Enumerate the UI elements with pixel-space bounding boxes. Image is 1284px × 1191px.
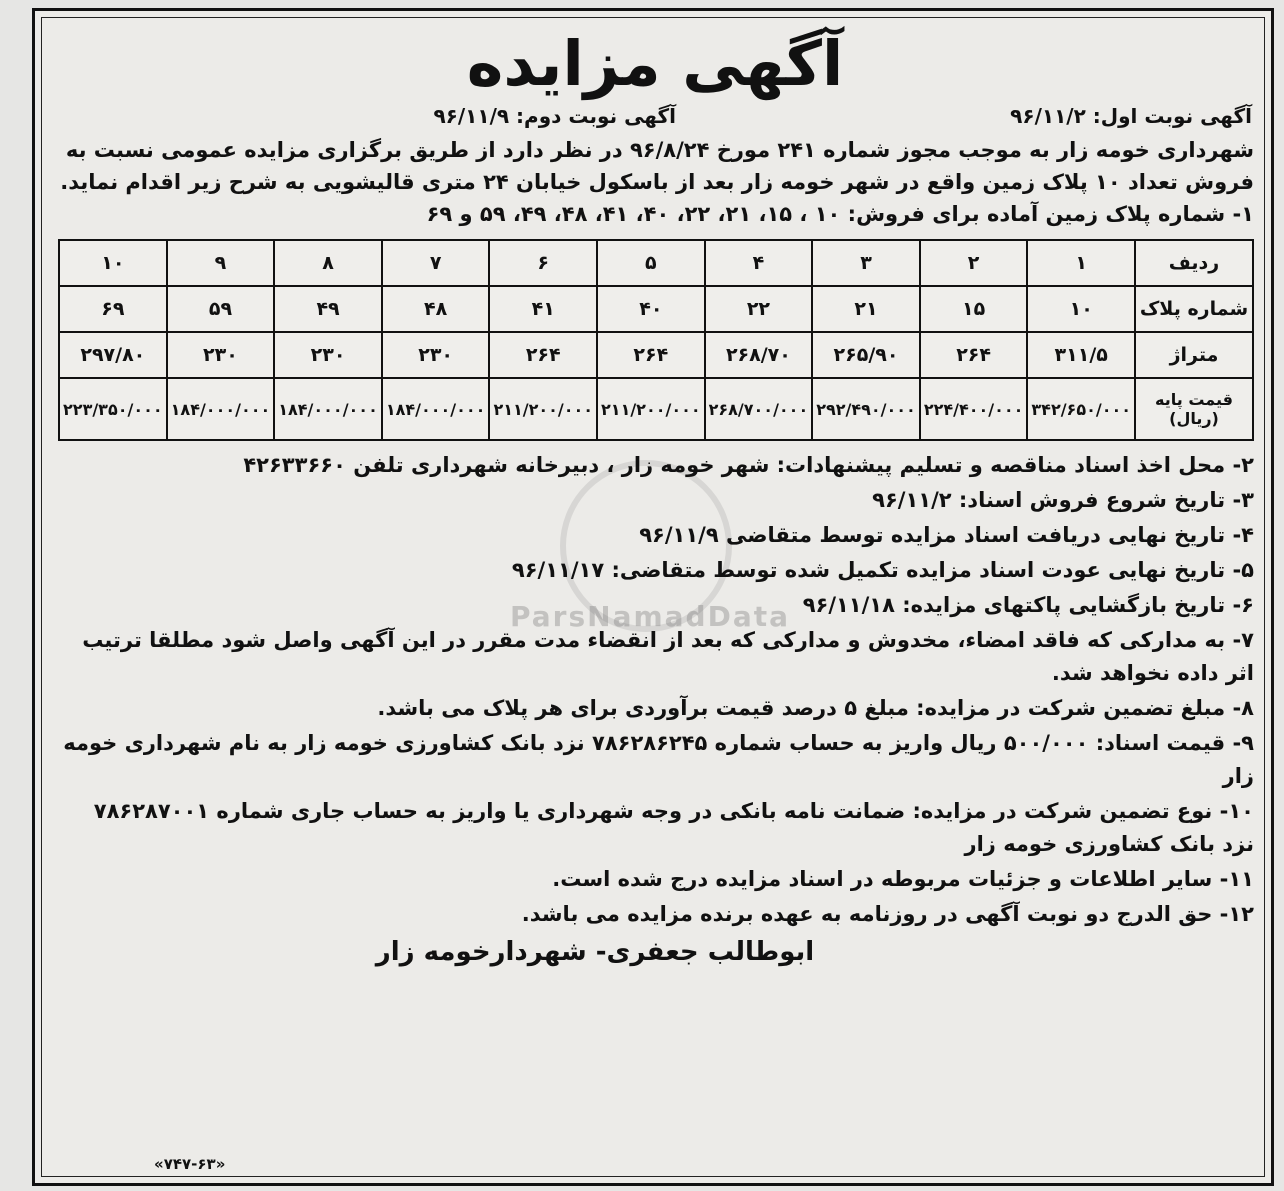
- notice-title: آگهی مزایده: [466, 27, 844, 100]
- cell-price: ۱۸۴/۰۰۰/۰۰۰: [274, 378, 382, 440]
- item-2: ۲- محل اخذ اسناد مناقصه و تسلیم پیشنهادات: شهر خومه زار ، دبیرخانه شهرداری تلفن ۴۲۶۳۳۶۶۰: [243, 453, 1254, 477]
- cell-area: ۲۶۴: [597, 332, 705, 378]
- item-9: ۹- قیمت اسناد: ۵۰۰/۰۰۰ ریال واریز به حساب شماره ۷۸۶۲۸۶۲۴۵ نزد بانک کشاورزی خومه زار به نام شهرداری خومه زار: [63, 731, 1254, 788]
- cell-price: ۲۱۱/۲۰۰/۰۰۰: [597, 378, 705, 440]
- cell-area: ۲۳۰: [167, 332, 275, 378]
- cell-area: ۲۶۴: [489, 332, 597, 378]
- plates-table: [58, 239, 1254, 441]
- cell-idx: ۲: [920, 240, 1028, 286]
- cell-idx: ۱: [1027, 240, 1135, 286]
- notice-rounds: [44, 104, 1266, 134]
- cell-area: ۲۹۷/۸۰: [59, 332, 167, 378]
- item-6: ۶- تاریخ بازگشایی پاکتهای مزایده: ۹۶/۱۱/۱۸: [802, 593, 1254, 617]
- item-11: ۱۱- سایر اطلاعات و جزئیات مربوطه در اسناد مزایده درج شده است.: [552, 867, 1254, 891]
- cell-idx: ۱۰: [59, 240, 167, 286]
- cell-idx: ۶: [489, 240, 597, 286]
- cell-price: ۱۸۴/۰۰۰/۰۰۰: [382, 378, 490, 440]
- intro-paragraph: شهرداری خومه زار به موجب مجوز شماره ۲۴۱ مورخ ۹۶/۸/۲۴ در نظر دارد از طریق برگزاری مزایده عمومی نسبت به فروش تعداد ۱۰ پلاک زمین واقع در شهر خومه زار بعد از باسکول خیابان ۲۴ متری قالیشویی به شرح زیر اقدام نماید.: [60, 138, 1254, 194]
- cell-plate: ۴۰: [597, 286, 705, 332]
- ad-code: «۷۴۷-۶۳»: [154, 1155, 226, 1173]
- cell-price: ۲۹۲/۴۹۰/۰۰۰: [812, 378, 920, 440]
- cell-plate: ۵۹: [167, 286, 275, 332]
- header-area: متراژ: [1135, 332, 1253, 378]
- signature-line: ابوطالب جعفری- شهردارخومه زار: [375, 937, 815, 967]
- item-1: ۱- شماره پلاک زمین آماده برای فروش: ۱۰ ، ۱۵، ۲۱، ۲۲، ۴۰، ۴۱، ۴۸، ۴۹، ۵۹ و ۶۹: [426, 202, 1254, 226]
- round-second: آگهی نوبت دوم: ۹۶/۱۱/۹: [433, 104, 676, 128]
- table-row-plate: [59, 286, 1253, 332]
- watermark-text: ParsNamadData: [510, 600, 790, 633]
- item-4: ۴- تاریخ نهایی دریافت اسناد مزایده توسط متقاضی ۹۶/۱۱/۹: [639, 523, 1254, 547]
- item-12: ۱۲- حق الدرج دو نوبت آگهی در روزنامه به عهده برنده مزایده می باشد.: [521, 902, 1254, 926]
- cell-idx: ۴: [705, 240, 813, 286]
- cell-idx: ۹: [167, 240, 275, 286]
- item-5: ۵- تاریخ نهایی عودت اسناد مزایده تکمیل شده توسط متقاضی: ۹۶/۱۱/۱۷: [511, 558, 1254, 582]
- header-row: ردیف: [1135, 240, 1253, 286]
- cell-idx: ۵: [597, 240, 705, 286]
- cell-plate: ۶۹: [59, 286, 167, 332]
- cell-plate: ۲۱: [812, 286, 920, 332]
- cell-price: ۱۸۴/۰۰۰/۰۰۰: [167, 378, 275, 440]
- cell-plate: ۴۹: [274, 286, 382, 332]
- cell-plate: ۴۱: [489, 286, 597, 332]
- cell-price: ۲۶۸/۷۰۰/۰۰۰: [705, 378, 813, 440]
- table-row-index: [59, 240, 1253, 286]
- notice-content: [44, 14, 1266, 967]
- cell-price: ۲۱۱/۲۰۰/۰۰۰: [489, 378, 597, 440]
- cell-price: ۲۲۳/۳۵۰/۰۰۰: [59, 378, 167, 440]
- cell-plate: ۲۲: [705, 286, 813, 332]
- cell-area: ۲۶۵/۹۰: [812, 332, 920, 378]
- item-3: ۳- تاریخ شروع فروش اسناد: ۹۶/۱۱/۲: [872, 488, 1254, 512]
- round-first: آگهی نوبت اول: ۹۶/۱۱/۲: [1010, 104, 1252, 128]
- cell-idx: ۸: [274, 240, 382, 286]
- item-10: ۱۰- نوع تضمین شرکت در مزایده: ضمانت نامه بانکی در وجه شهرداری یا واریز به حساب جاری شماره ۷۸۶۲۸۷۰۰۱ نزد بانک کشاورزی خومه زار: [93, 799, 1254, 856]
- table-row-area: [59, 332, 1253, 378]
- cell-area: ۲۳۰: [382, 332, 490, 378]
- table-row-price: [59, 378, 1253, 440]
- cell-area: ۳۱۱/۵: [1027, 332, 1135, 378]
- cell-price: ۲۲۴/۴۰۰/۰۰۰: [920, 378, 1028, 440]
- cell-area: ۲۶۸/۷۰: [705, 332, 813, 378]
- cell-area: ۲۳۰: [274, 332, 382, 378]
- cell-price: ۳۴۲/۶۵۰/۰۰۰: [1027, 378, 1135, 440]
- cell-area: ۲۶۴: [920, 332, 1028, 378]
- cell-plate: ۱۰: [1027, 286, 1135, 332]
- header-plate: شماره پلاک: [1135, 286, 1253, 332]
- item-8: ۸- مبلغ تضمین شرکت در مزایده: مبلغ ۵ درصد قیمت برآوردی برای هر پلاک می باشد.: [377, 696, 1254, 720]
- cell-plate: ۴۸: [382, 286, 490, 332]
- header-price: قیمت پایه (ریال): [1135, 378, 1253, 440]
- cell-idx: ۷: [382, 240, 490, 286]
- cell-plate: ۱۵: [920, 286, 1028, 332]
- item-7: ۷- به مدارکی که فاقد امضاء، مخدوش و مدارکی که بعد از انقضاء مدت مقرر در این آگهی واصل شود مطلقا ترتیب اثر داده نخواهد شد.: [82, 628, 1254, 685]
- cell-idx: ۳: [812, 240, 920, 286]
